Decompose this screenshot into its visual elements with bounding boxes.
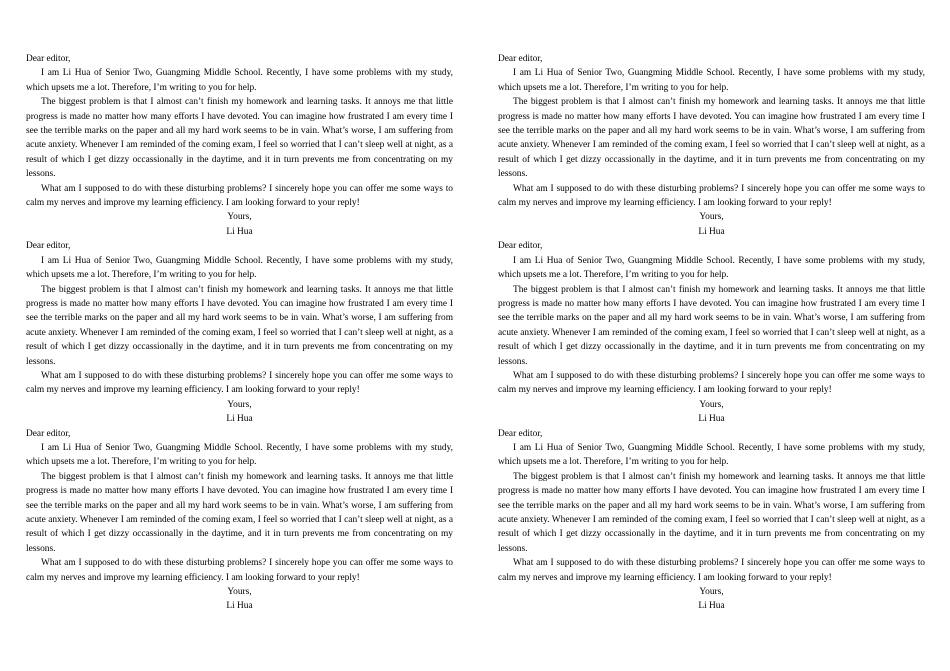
paragraph-problems: The biggest problem is that I almost can’t finish my homework and learning tasks. It annoys me that little progress is made no matter how many efforts I have devoted. You can imagine how frustrated I am every time I see the terrible marks on the paper and all my hard work seems to be in vain. What’s worse, I am suffering from acute anxiety. Whenever I am reminded of the coming exam, I feel so worried that I can’t sleep well at night, as a result of which I get dizzy occassionally in the daytime, and it in turn prevents me from concentrating on my lessons. xyxy=(26,471,453,554)
paragraph-problems: The biggest problem is that I almost can’t finish my homework and learning tasks. It annoys me that little progress is made no matter how many efforts I have devoted. You can imagine how frustrated I am every time I see the terrible marks on the paper and all my hard work seems to be in vain. What’s worse, I am suffering from acute anxiety. Whenever I am reminded of the coming exam, I feel so worried that I can’t sleep well at night, as a result of which I get dizzy occassionally in the daytime, and it in turn prevents me from concentrating on my lessons. xyxy=(498,284,925,367)
signature: Li Hua xyxy=(698,601,725,612)
signature: Li Hua xyxy=(698,414,725,425)
right-column xyxy=(498,52,925,614)
paragraph-problems: The biggest problem is that I almost can’t finish my homework and learning tasks. It annoys me that little progress is made no matter how many efforts I have devoted. You can imagine how frustrated I am every time I see the terrible marks on the paper and all my hard work seems to be in vain. What’s worse, I am suffering from acute anxiety. Whenever I am reminded of the coming exam, I feel so worried that I can’t sleep well at night, as a result of which I get dizzy occassionally in the daytime, and it in turn prevents me from concentrating on my lessons. xyxy=(498,471,925,554)
paragraph-problems: The biggest problem is that I almost can’t finish my homework and learning tasks. It annoys me that little progress is made no matter how many efforts I have devoted. You can imagine how frustrated I am every time I see the terrible marks on the paper and all my hard work seems to be in vain. What’s worse, I am suffering from acute anxiety. Whenever I am reminded of the coming exam, I feel so worried that I can’t sleep well at night, as a result of which I get dizzy occassionally in the daytime, and it in turn prevents me from concentrating on my lessons. xyxy=(26,284,453,367)
closing: Yours, xyxy=(699,587,724,598)
paragraph-request: What am I supposed to do with these disturbing problems? I sincerely hope you can offer me some ways to calm my nerves and improve my learning efficiency. I am looking forward to your reply! xyxy=(498,558,925,583)
signature: Li Hua xyxy=(226,226,253,237)
paragraph-request: What am I supposed to do with these disturbing problems? I sincerely hope you can offer me some ways to calm my nerves and improve my learning efficiency. I am looking forward to your reply! xyxy=(26,370,453,396)
paragraph-request: What am I supposed to do with these disturbing problems? I sincerely hope you can offer me some ways to calm my nerves and improve my learning efficiency. I am looking forward to your reply! xyxy=(26,558,453,583)
greeting: Dear editor, xyxy=(26,428,71,439)
paragraph-intro: I am Li Hua of Senior Two, Guangming Middle School. Recently, I have some problems with my study, which upsets me a lot. Therefore, I’m writing to you for help. xyxy=(498,68,925,93)
paragraph-request: What am I supposed to do with these disturbing problems? I sincerely hope you can offer me some ways to calm my nerves and improve my learning efficiency. I am looking forward to your reply! xyxy=(498,183,925,209)
letter-copy-1 xyxy=(26,52,453,239)
paragraph-intro: I am Li Hua of Senior Two, Guangming Middle School. Recently, I have some problems with my study, which upsets me a lot. Therefore, I’m writing to you for help. xyxy=(26,255,453,281)
closing: Yours, xyxy=(227,587,252,598)
letter-copy-3 xyxy=(26,427,453,614)
greeting: Dear editor, xyxy=(498,241,543,252)
letter-copy-2 xyxy=(26,239,453,426)
paragraph-intro: I am Li Hua of Senior Two, Guangming Middle School. Recently, I have some problems with my study, which upsets me a lot. Therefore, I’m writing to you for help. xyxy=(498,442,925,468)
signature: Li Hua xyxy=(226,414,253,425)
paragraph-request: What am I supposed to do with these disturbing problems? I sincerely hope you can offer me some ways to calm my nerves and improve my learning efficiency. I am looking forward to your reply! xyxy=(26,183,453,209)
left-column xyxy=(26,52,453,614)
closing: Yours, xyxy=(699,212,724,223)
closing: Yours, xyxy=(699,399,724,410)
letter-copy-6 xyxy=(498,427,925,614)
greeting: Dear editor, xyxy=(26,54,71,64)
paragraph-intro: I am Li Hua of Senior Two, Guangming Middle School. Recently, I have some problems with my study, which upsets me a lot. Therefore, I’m writing to you for help. xyxy=(26,442,453,468)
letter-copy-5 xyxy=(498,239,925,426)
paragraph-intro: I am Li Hua of Senior Two, Guangming Middle School. Recently, I have some problems with my study, which upsets me a lot. Therefore, I’m writing to you for help. xyxy=(26,68,453,93)
paragraph-problems: The biggest problem is that I almost can’t finish my homework and learning tasks. It annoys me that little progress is made no matter how many efforts I have devoted. You can imagine how frustrated I am every time I see the terrible marks on the paper and all my hard work seems to be in vain. What’s worse, I am suffering from acute anxiety. Whenever I am reminded of the coming exam, I feel so worried that I can’t sleep well at night, as a result of which I get dizzy occassionally in the daytime, and it in turn prevents me from concentrating on my lessons. xyxy=(26,97,453,180)
paragraph-problems: The biggest problem is that I almost can’t finish my homework and learning tasks. It annoys me that little progress is made no matter how many efforts I have devoted. You can imagine how frustrated I am every time I see the terrible marks on the paper and all my hard work seems to be in vain. What’s worse, I am suffering from acute anxiety. Whenever I am reminded of the coming exam, I feel so worried that I can’t sleep well at night, as a result of which I get dizzy occassionally in the daytime, and it in turn prevents me from concentrating on my lessons. xyxy=(498,97,925,180)
signature: Li Hua xyxy=(698,226,725,237)
signature: Li Hua xyxy=(226,601,253,612)
paragraph-intro: I am Li Hua of Senior Two, Guangming Middle School. Recently, I have some problems with my study, which upsets me a lot. Therefore, I’m writing to you for help. xyxy=(498,255,925,281)
greeting: Dear editor, xyxy=(498,54,543,64)
greeting: Dear editor, xyxy=(26,241,71,252)
paragraph-request: What am I supposed to do with these disturbing problems? I sincerely hope you can offer me some ways to calm my nerves and improve my learning efficiency. I am looking forward to your reply! xyxy=(498,370,925,396)
letter-copy-4 xyxy=(498,52,925,239)
greeting: Dear editor, xyxy=(498,428,543,439)
closing: Yours, xyxy=(227,212,252,223)
closing: Yours, xyxy=(227,399,252,410)
